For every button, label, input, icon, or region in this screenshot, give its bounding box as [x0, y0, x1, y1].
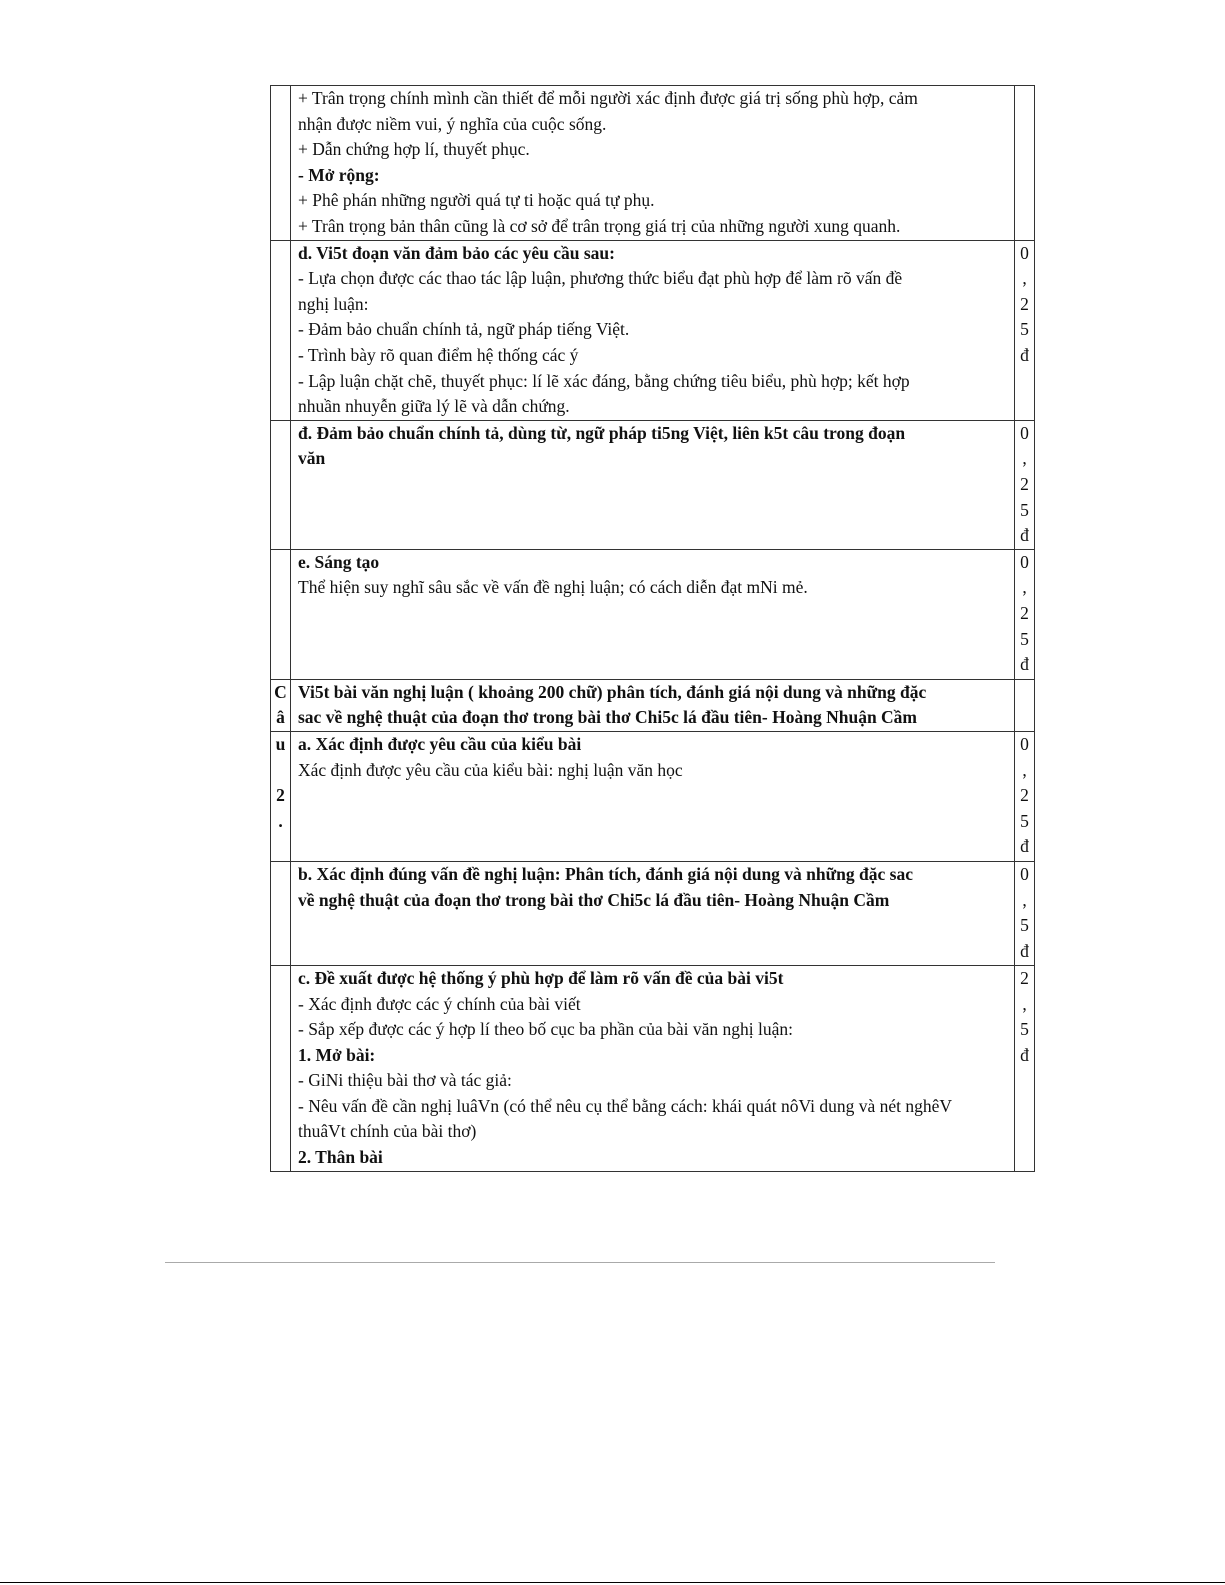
criteria-line: - Nêu vấn đề cần nghị luâVn (có thể nêu cụ thể bằng cách: khái quát nôVi dung và nét nghêV — [298, 1095, 953, 1116]
score-cell — [1015, 240, 1035, 420]
score-char: 0 — [1020, 863, 1029, 884]
question-label-char: â — [276, 707, 285, 728]
criteria-cell — [291, 549, 1015, 679]
score-char: đ — [1020, 940, 1029, 961]
criteria-line: + Trân trọng chính mình cần thiết để mỗi người xác định được giá trị sống phù hợp, cảm — [298, 88, 918, 108]
table-row — [271, 861, 1035, 965]
score-char: 5 — [1020, 915, 1029, 936]
criteria-cell — [291, 420, 1015, 549]
score-char: đ — [1020, 525, 1029, 546]
score-char: 5 — [1020, 1019, 1029, 1040]
score-cell — [1015, 965, 1035, 1171]
criteria-cell — [291, 861, 1015, 965]
score-cell — [1015, 420, 1035, 549]
score-char: đ — [1020, 836, 1029, 857]
score-char: , — [1022, 759, 1027, 780]
score-char: 5 — [1020, 319, 1029, 340]
score-char: 2 — [1020, 473, 1029, 494]
question-label-char: u — [275, 733, 286, 754]
table-row — [271, 86, 1035, 241]
score-char: 5 — [1020, 810, 1029, 831]
criteria-line: - Xác định được các ý chính của bài viết — [298, 993, 581, 1014]
score-char: , — [1022, 268, 1027, 289]
score-char: , — [1022, 448, 1027, 469]
criteria-line: Vi5t bài văn nghị luận ( khoảng 200 chữ) phân tích, đánh giá nội dung và những đặc — [298, 681, 927, 702]
score-cell — [1015, 679, 1035, 731]
question-label-char: C — [274, 681, 287, 702]
table-row — [271, 679, 1035, 731]
question-label-char: 2 — [276, 785, 285, 806]
criteria-line: Thể hiện suy nghĩ sâu sắc về vấn đề nghị luận; có cách diễn đạt mNi mẻ. — [298, 577, 808, 598]
criteria-line: sac về nghệ thuật của đoạn thơ trong bài thơ Chi5c lá đầu tiên- Hoàng Nhuận Cầm — [298, 707, 918, 728]
score-cell — [1015, 731, 1035, 861]
score-char: , — [1022, 993, 1027, 1014]
criteria-line: nhuần nhuyễn giữa lý lẽ và dẫn chứng. — [298, 396, 570, 417]
criteria-line: - Đảm bảo chuẩn chính tả, ngữ pháp tiếng Việt. — [298, 319, 630, 340]
question-label-char — [271, 758, 290, 784]
question-label-char: . — [278, 810, 283, 831]
criteria-line: d. Vi5t đoạn văn đảm bảo các yêu cầu sau: — [298, 242, 615, 263]
table-row — [271, 420, 1035, 549]
criteria-line: 1. Mở bài: — [298, 1044, 376, 1065]
criteria-line: b. Xác định đúng vấn đề nghị luận: Phân tích, đánh giá nội dung và những đặc sac — [298, 863, 913, 884]
score-char: đ — [1020, 344, 1029, 365]
criteria-line: về nghệ thuật của đoạn thơ trong bài thơ Chi5c lá đầu tiên- Hoàng Nhuận Cầm — [298, 889, 890, 910]
criteria-line: văn — [298, 448, 326, 469]
question-label-cell — [271, 679, 291, 731]
score-char: 5 — [1020, 499, 1029, 520]
question-label-cell — [271, 86, 291, 241]
question-label-cell — [271, 549, 291, 679]
criteria-line: c. Đề xuất được hệ thống ý phù hợp để làm rõ vấn đề của bài vi5t — [298, 967, 784, 988]
score-char: , — [1022, 889, 1027, 910]
criteria-cell — [291, 965, 1015, 1171]
criteria-line: - Trình bày rõ quan điểm hệ thống các ý — [298, 344, 579, 365]
criteria-line: - Lựa chọn được các thao tác lập luận, phương thức biểu đạt phù hợp để làm rõ vấn đề — [298, 268, 903, 289]
page-bottom-border — [0, 1582, 1225, 1583]
question-label-cell — [271, 420, 291, 549]
question-label-cell — [271, 731, 291, 861]
score-char: đ — [1020, 654, 1029, 675]
score-char: , — [1022, 577, 1027, 598]
criteria-line: thuâVt chính của bài thơ) — [298, 1121, 477, 1142]
criteria-line: - GiNi thiệu bài thơ và tác giả: — [298, 1070, 512, 1091]
table-row — [271, 965, 1035, 1171]
score-cell — [1015, 861, 1035, 965]
score-char: 0 — [1020, 551, 1029, 572]
criteria-line: đ. Đảm bảo chuẩn chính tả, dùng từ, ngữ pháp ti5ng Việt, liên k5t câu trong đoạn — [298, 422, 906, 443]
criteria-line: - Lập luận chặt chẽ, thuyết phục: lí lẽ xác đáng, bằng chứng tiêu biểu, phù hợp; kết hợp — [298, 370, 910, 391]
criteria-line: Xác định được yêu cầu của kiểu bài: nghị luận văn học — [298, 759, 683, 780]
criteria-line: nhận được niềm vui, ý nghĩa của cuộc sống. — [298, 113, 607, 134]
score-char: 0 — [1020, 242, 1029, 263]
score-char: 5 — [1020, 628, 1029, 649]
score-char: đ — [1020, 1044, 1029, 1065]
criteria-line: e. Sáng tạo — [298, 551, 380, 572]
page-divider — [165, 1262, 995, 1263]
score-char: 0 — [1020, 733, 1029, 754]
score-char: 2 — [1020, 293, 1029, 314]
criteria-line: + Dẫn chứng hợp lí, thuyết phục. — [298, 139, 530, 160]
question-label-cell — [271, 240, 291, 420]
score-char: 2 — [1020, 602, 1029, 623]
criteria-line: - Mở rộng: — [298, 164, 380, 185]
question-label-cell — [271, 861, 291, 965]
criteria-cell — [291, 86, 1015, 241]
question-label-cell — [271, 965, 291, 1171]
criteria-cell — [291, 679, 1015, 731]
table-row — [271, 549, 1035, 679]
rubric-table — [270, 85, 1035, 1172]
table-row — [271, 240, 1035, 420]
score-char: 2 — [1020, 967, 1029, 988]
score-cell — [1015, 549, 1035, 679]
criteria-cell — [291, 731, 1015, 861]
criteria-line: a. Xác định được yêu cầu của kiểu bài — [298, 733, 582, 754]
criteria-line: + Trân trọng bản thân cũng là cơ sở để trân trọng giá trị của những người xung quanh. — [298, 215, 901, 236]
score-cell — [1015, 86, 1035, 241]
criteria-line: nghị luận: — [298, 293, 369, 314]
criteria-line: - Sắp xếp được các ý hợp lí theo bố cục ba phần của bài văn nghị luận: — [298, 1019, 793, 1040]
table-row — [271, 731, 1035, 861]
score-char: 0 — [1020, 422, 1029, 443]
score-char: 2 — [1020, 785, 1029, 806]
criteria-line: + Phê phán những người quá tự ti hoặc quá tự phụ. — [298, 190, 655, 211]
criteria-line: 2. Thân bài — [298, 1147, 383, 1168]
criteria-cell — [291, 240, 1015, 420]
